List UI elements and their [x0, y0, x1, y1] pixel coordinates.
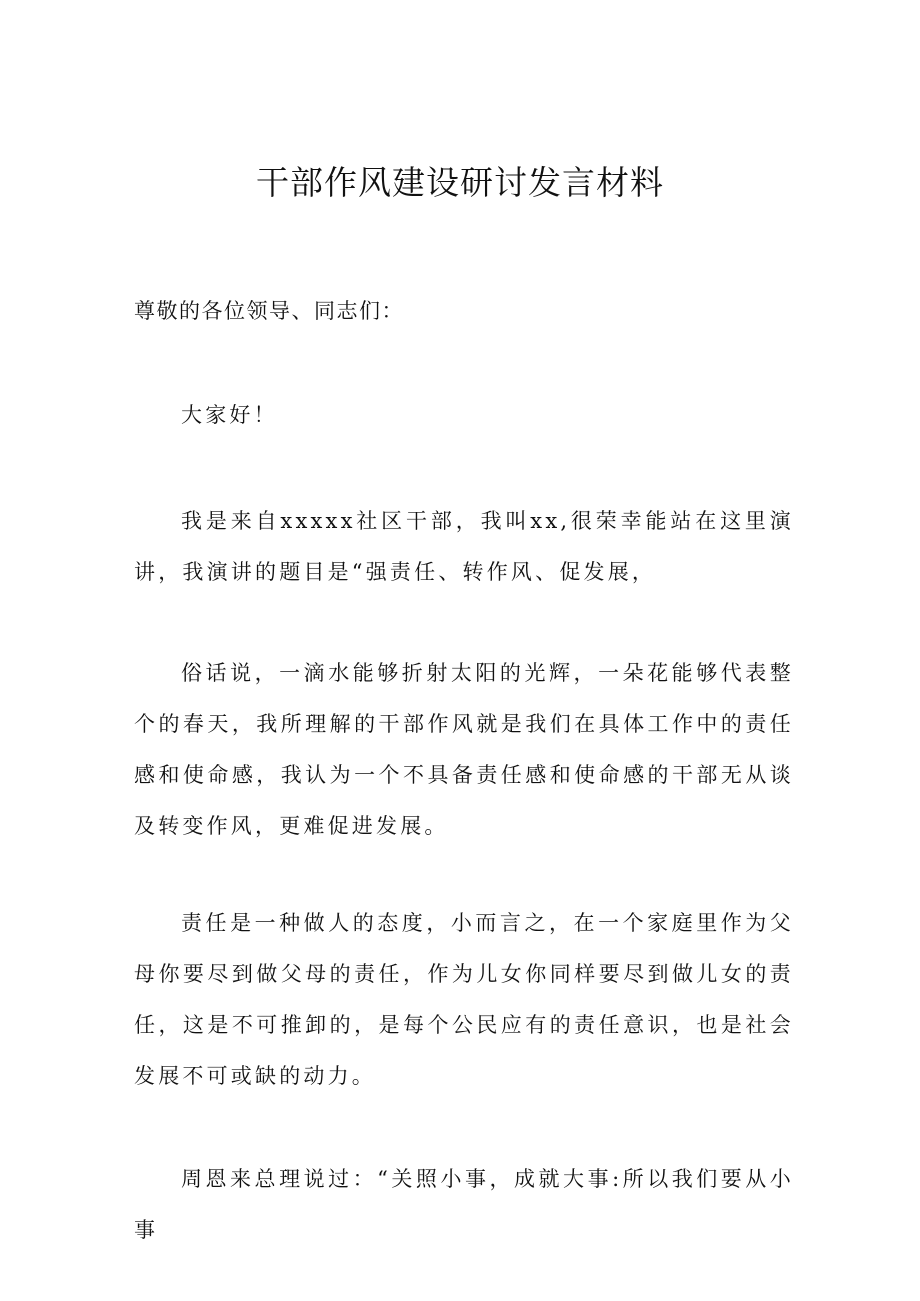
paragraph-proverb: 俗话说，一滴水能够折射太阳的光辉，一朵花能够代表整个的春天，我所理解的干部作风就是我们在具体工作中的责任感和使命感，我认为一个不具备责任感和使命感的干部无从谈及转变作风，更难促进发展。: [134, 661, 794, 838]
document-title: 干部作风建设研讨发言材料: [256, 163, 664, 202]
paragraph-responsibility: 责任是一种做人的态度，小而言之，在一个家庭里作为父母你要尽到做父母的责任，作为儿女你同样要尽到做儿女的责任，这是不可推卸的，是每个公民应有的责任意识，也是社会发展不可或缺的动力。: [134, 911, 794, 1088]
salutation: 尊敬的各位领导、同志们：: [134, 299, 404, 323]
paragraph-quote: 周恩来总理说过：“关照小事，成就大事:所以我们要从小事: [134, 1167, 794, 1242]
paragraph-intro: 我是来自xxxxx社区干部，我叫xx,很荣幸能站在这里演讲，我演讲的题目是“强责任、转作风、促发展，: [134, 509, 794, 584]
greeting: 大家好！: [181, 403, 278, 427]
